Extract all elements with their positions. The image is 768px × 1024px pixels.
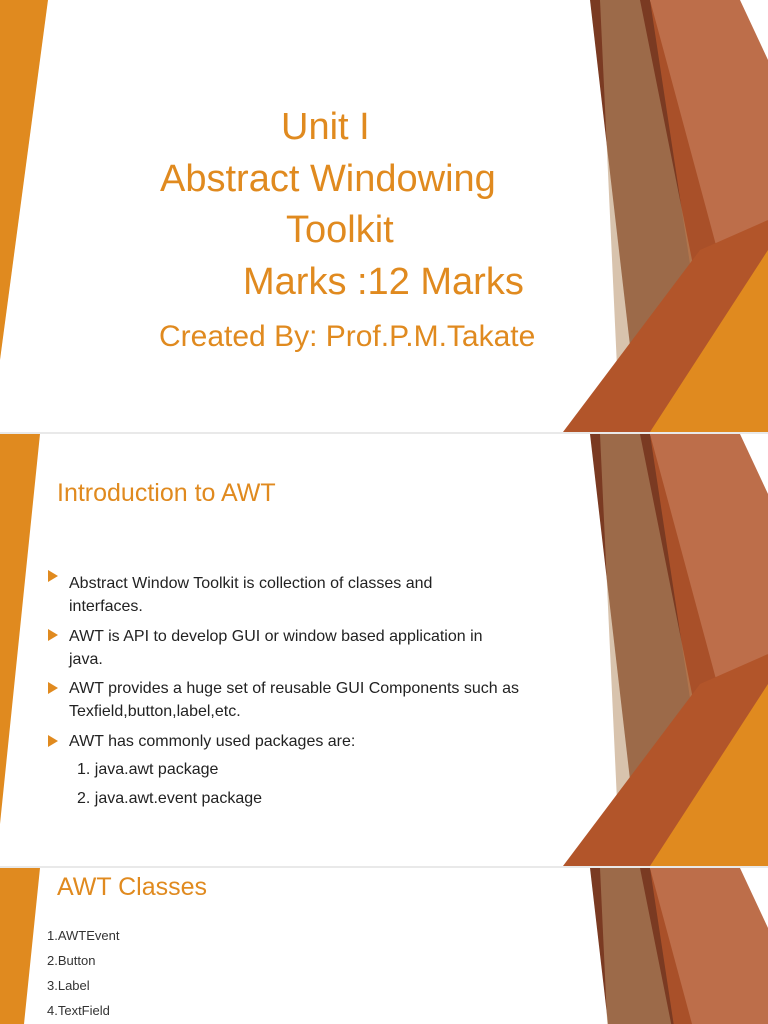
bullet-2-line-1: AWT is API to develop GUI or window based application in bbox=[69, 628, 483, 645]
classes-slide bbox=[0, 868, 768, 1024]
title-line-2: Abstract Windowing bbox=[160, 158, 496, 200]
package-item-1: 1. java.awt package bbox=[77, 761, 219, 778]
bullet-arrow-icon bbox=[48, 629, 58, 641]
title-line-4: Marks :12 Marks bbox=[243, 261, 524, 303]
left-orange-shape bbox=[0, 0, 48, 360]
bullet-2-line-2: java. bbox=[69, 651, 103, 668]
slide-subtitle: Created By: Prof.P.M.Takate bbox=[159, 320, 536, 353]
slide-heading: Introduction to AWT bbox=[57, 479, 276, 507]
class-item-1: 1.AWTEvent bbox=[47, 928, 120, 943]
intro-slide bbox=[0, 434, 768, 866]
left-orange-shape bbox=[0, 434, 40, 824]
slide-heading: AWT Classes bbox=[57, 873, 208, 901]
class-item-4: 4.TextField bbox=[47, 1003, 110, 1018]
title-line-1: Unit I bbox=[281, 106, 370, 148]
bullet-1-line-2: interfaces. bbox=[69, 598, 143, 615]
bullet-arrow-icon bbox=[48, 570, 58, 582]
bullet-arrow-icon bbox=[48, 682, 58, 694]
bullet-3-line-2: Texfield,button,label,etc. bbox=[69, 703, 241, 720]
left-orange-shape bbox=[0, 868, 40, 1024]
bullet-3-line-1: AWT provides a huge set of reusable GUI Components such as bbox=[69, 680, 520, 697]
title-line-3: Toolkit bbox=[286, 209, 394, 251]
bullet-4-line-1: AWT has commonly used packages are: bbox=[69, 733, 356, 750]
bullet-arrow-icon bbox=[48, 735, 58, 747]
package-item-2: 2. java.awt.event package bbox=[77, 790, 263, 807]
bullet-1-line-1: Abstract Window Toolkit is collection of classes and bbox=[69, 575, 433, 592]
class-item-3: 3.Label bbox=[47, 978, 90, 993]
title-slide bbox=[0, 0, 768, 432]
class-item-2: 2.Button bbox=[47, 953, 96, 968]
